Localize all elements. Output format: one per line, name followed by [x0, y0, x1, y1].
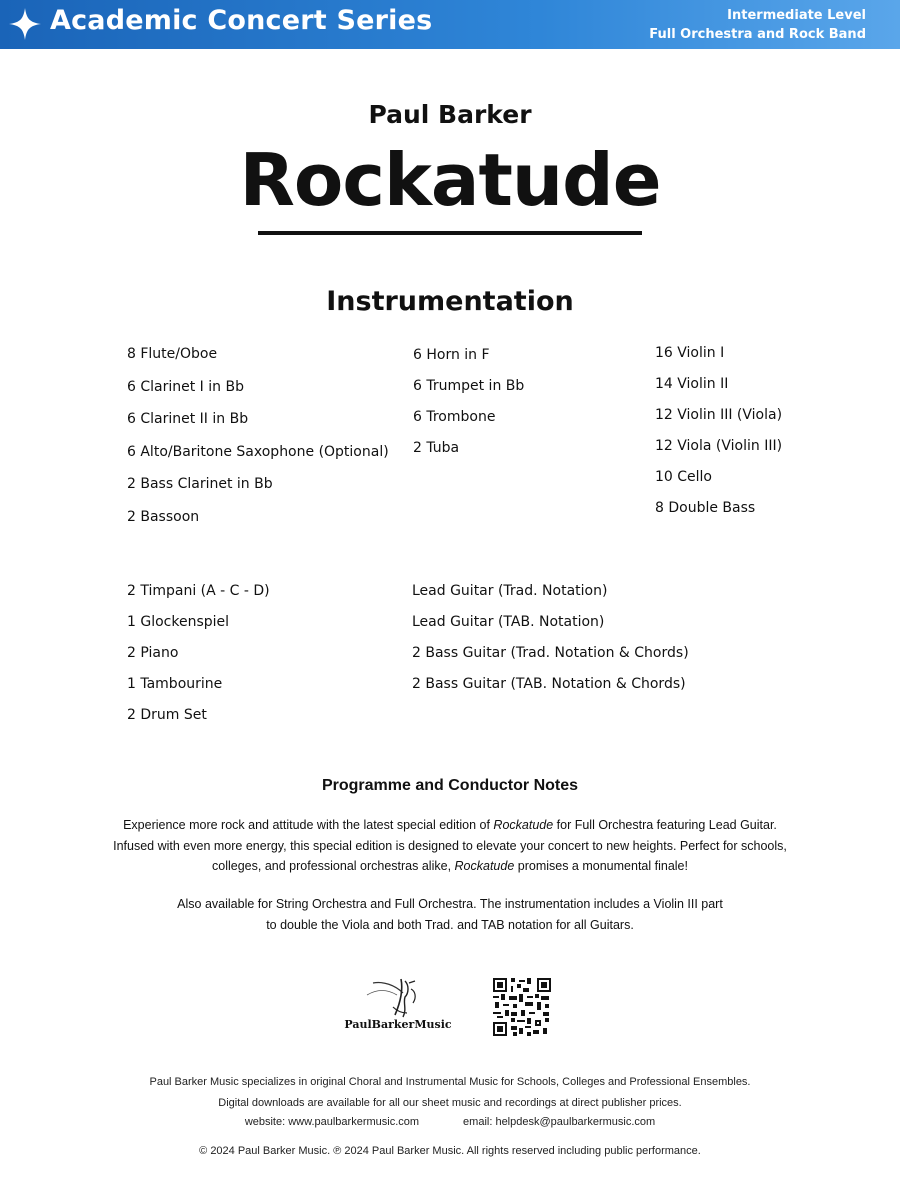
level-label: Intermediate Level: [727, 8, 866, 23]
instrument-item: 2 Tuba: [413, 440, 460, 456]
violinist-silhouette-icon: [343, 975, 453, 1021]
instrument-item: 2 Bass Guitar (TAB. Notation & Chords): [412, 676, 686, 692]
publisher-line: Digital downloads are available for all our sheet music and recordings at direct publisher prices.: [218, 1097, 682, 1109]
notes-text: Also available for String Orchestra and Full Orchestra. The instrumentation includes a Violin III part: [177, 897, 723, 911]
guitar-column: [412, 583, 689, 707]
instrument-item: 16 Violin I: [655, 345, 725, 361]
instrument-item: Lead Guitar (Trad. Notation): [412, 583, 608, 599]
instrument-item: 12 Viola (Violin III): [655, 438, 783, 454]
title-underline: [258, 231, 642, 235]
instrument-item: Lead Guitar (TAB. Notation): [412, 614, 605, 630]
star-icon: [8, 7, 42, 41]
instrument-item: 2 Piano: [127, 645, 179, 661]
strings-column: [655, 345, 782, 531]
instrumentation-heading: Instrumentation: [326, 286, 574, 317]
notes-text: Experience more rock and attitude with the latest special edition of: [123, 818, 494, 832]
brass-column: [413, 347, 524, 471]
notes-text: promises a monumental finale!: [514, 859, 688, 873]
instrument-item: 1 Glockenspiel: [127, 614, 230, 630]
qr-code-icon: [493, 978, 551, 1036]
ensemble-label: Full Orchestra and Rock Band: [649, 27, 866, 42]
notes-text: colleges, and professional orchestras alike,: [212, 859, 455, 873]
series-banner: [0, 0, 900, 49]
composer-name: Paul Barker: [368, 100, 532, 129]
publisher-logo: [343, 975, 453, 1037]
contact-line: [0, 1116, 900, 1128]
website-link[interactable]: website: www.paulbarkermusic.com: [244, 1116, 420, 1128]
publisher-line: Paul Barker Music specializes in original Choral and Instrumental Music for Schools, Colleges and Professional Ensembles.: [149, 1076, 751, 1088]
instrument-item: 6 Horn in F: [413, 347, 490, 363]
instrument-item: 6 Clarinet II in Bb: [127, 411, 249, 428]
instrument-item: 6 Trumpet in Bb: [413, 378, 525, 394]
instrument-item: 14 Violin II: [655, 376, 729, 392]
instrument-item: 1 Tambourine: [127, 676, 223, 692]
instrument-item: 6 Alto/Baritone Saxophone (Optional): [127, 443, 389, 460]
instrument-item: 2 Bass Clarinet in Bb: [127, 476, 273, 493]
instrument-item: 2 Bass Guitar (Trad. Notation & Chords): [412, 645, 689, 661]
publisher-info: [0, 1072, 900, 1114]
level-info: [649, 6, 866, 44]
notes-paragraph-2: [50, 894, 850, 935]
instrument-item: 8 Flute/Oboe: [127, 346, 218, 362]
instrument-item: 8 Double Bass: [655, 500, 756, 516]
instrument-item: 12 Violin III (Viola): [655, 407, 783, 423]
copyright-notice: © 2024 Paul Barker Music. ℗ 2024 Paul Barker Music. All rights reserved including public performance.: [199, 1145, 701, 1157]
instrument-item: 2 Timpani (A - C - D): [127, 583, 270, 599]
instrument-item: 6 Trombone: [413, 409, 496, 425]
percussion-column: [127, 583, 270, 738]
notes-text: to double the Viola and both Trad. and TAB notation for all Guitars.: [266, 917, 634, 932]
notes-heading: Programme and Conductor Notes: [321, 777, 579, 794]
title-italic: Rockatude: [493, 818, 554, 832]
woodwinds-column: [127, 346, 389, 542]
instrument-item: 2 Bassoon: [127, 508, 200, 525]
notes-paragraph-1: [50, 815, 850, 877]
title-italic: Rockatude: [454, 859, 515, 873]
series-title: Academic Concert Series: [50, 5, 433, 36]
instrument-item: 6 Clarinet I in Bb: [127, 378, 244, 395]
instrument-item: 2 Drum Set: [127, 707, 207, 723]
piece-title: Rockatude: [239, 138, 661, 222]
instrument-item: 10 Cello: [655, 469, 712, 485]
notes-text: for Full Orchestra featuring Lead Guitar.: [553, 818, 777, 832]
publisher-logo-text: PaulBarkerMusic: [344, 1018, 452, 1031]
notes-text: Infused with even more energy, this special edition is designed to elevate your concert to new heights. Perfect for schools,: [113, 838, 787, 853]
email-link[interactable]: email: helpdesk@paulbarkermusic.com: [463, 1116, 656, 1128]
